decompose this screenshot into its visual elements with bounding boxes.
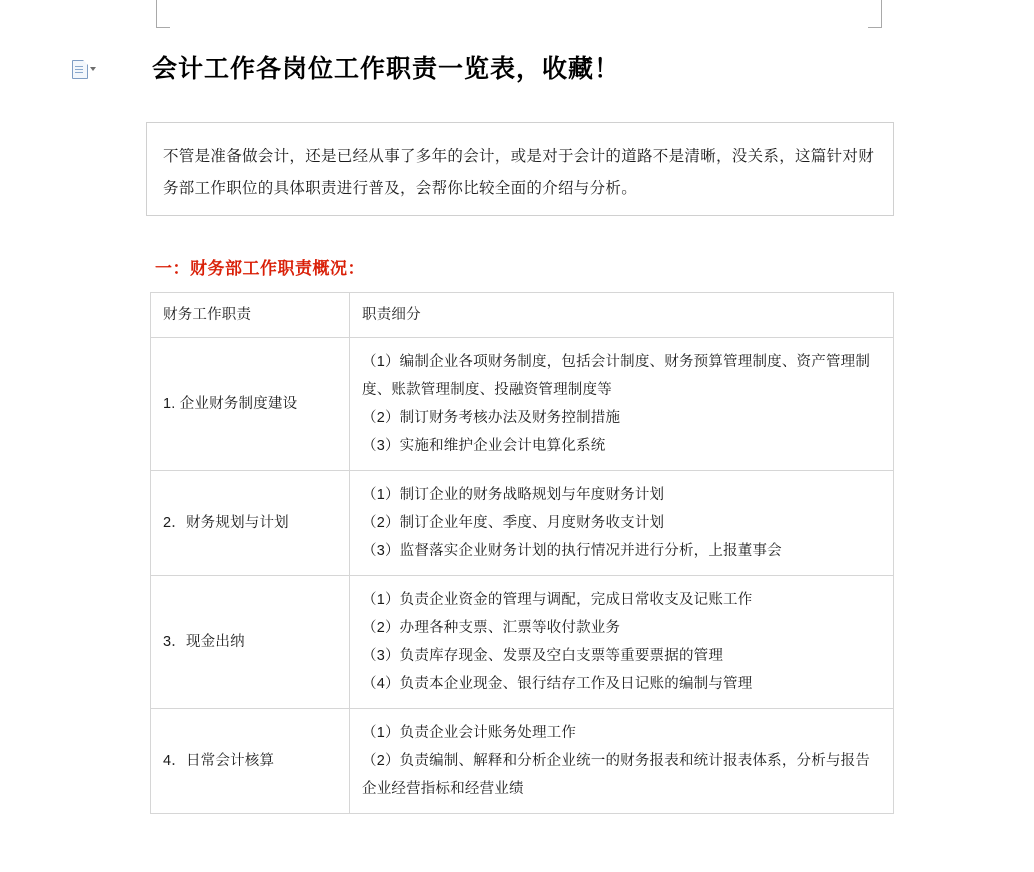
table-cell-role: 4．日常会计核算 (151, 709, 350, 814)
intro-box (146, 122, 894, 216)
detail-line: （2）办理各种支票、汇票等收付款业务 (362, 620, 621, 636)
intro-text: 不管是准备做会计，还是已经从事了多年的会计，或是对于会计的道路不是清晰，没关系，这篇针对财务部工作职位的具体职责进行普及，会帮你比较全面的介绍与分析。 (163, 148, 875, 197)
detail-line: （1）编制企业各项财务制度，包括会计制度、财务预算管理制度、资产管理制度、账款管理制度、投融资管理制度等 (362, 354, 871, 398)
table-cell-detail (350, 709, 894, 814)
responsibilities-table (150, 292, 894, 814)
section-heading: 一：财务部工作职责概况： (155, 259, 365, 278)
detail-line: （4）负责本企业现金、银行结存工作及日记账的编制与管理 (362, 676, 753, 692)
table-header-row (151, 293, 894, 338)
detail-line: （2）负责编制、解释和分析企业统一的财务报表和统计报表体系，分析与报告企业经营指标和经营业绩 (362, 753, 871, 797)
crop-mark-top-right-h (868, 27, 882, 28)
table-row (151, 576, 894, 709)
detail-line: （3）实施和维护企业会计电算化系统 (362, 438, 606, 454)
table-header-role: 财务工作职责 (151, 293, 350, 338)
table-cell-detail (350, 338, 894, 471)
table-header-detail: 职责细分 (350, 293, 894, 338)
table-cell-role: 1. 企业财务制度建设 (151, 338, 350, 471)
page-title: 会计工作各岗位工作职责一览表，收藏！ (152, 55, 621, 83)
table-cell-detail (350, 576, 894, 709)
detail-line: （3）负责库存现金、发票及空白支票等重要票据的管理 (362, 648, 724, 664)
table-row (151, 709, 894, 814)
table-cell-role: 3．现金出纳 (151, 576, 350, 709)
detail-line: （1）制订企业的财务战略规划与年度财务计划 (362, 487, 665, 503)
detail-line: （3）监督落实企业财务计划的执行情况并进行分析，上报董事会 (362, 543, 782, 559)
table-cell-detail (350, 471, 894, 576)
document-icon-group[interactable] (72, 58, 98, 80)
table-row (151, 471, 894, 576)
table-cell-role: 2．财务规划与计划 (151, 471, 350, 576)
chevron-down-icon[interactable] (90, 67, 96, 71)
crop-mark-top-right (881, 0, 882, 28)
detail-line: （1）负责企业资金的管理与调配，完成日常收支及记账工作 (362, 592, 753, 608)
crop-mark-top-left-h (156, 27, 170, 28)
detail-line: （2）制订财务考核办法及财务控制措施 (362, 410, 621, 426)
table-row (151, 338, 894, 471)
document-icon (72, 60, 88, 79)
crop-mark-top-left (156, 0, 169, 28)
detail-line: （1）负责企业会计账务处理工作 (362, 725, 577, 741)
detail-line: （2）制订企业年度、季度、月度财务收支计划 (362, 515, 665, 531)
